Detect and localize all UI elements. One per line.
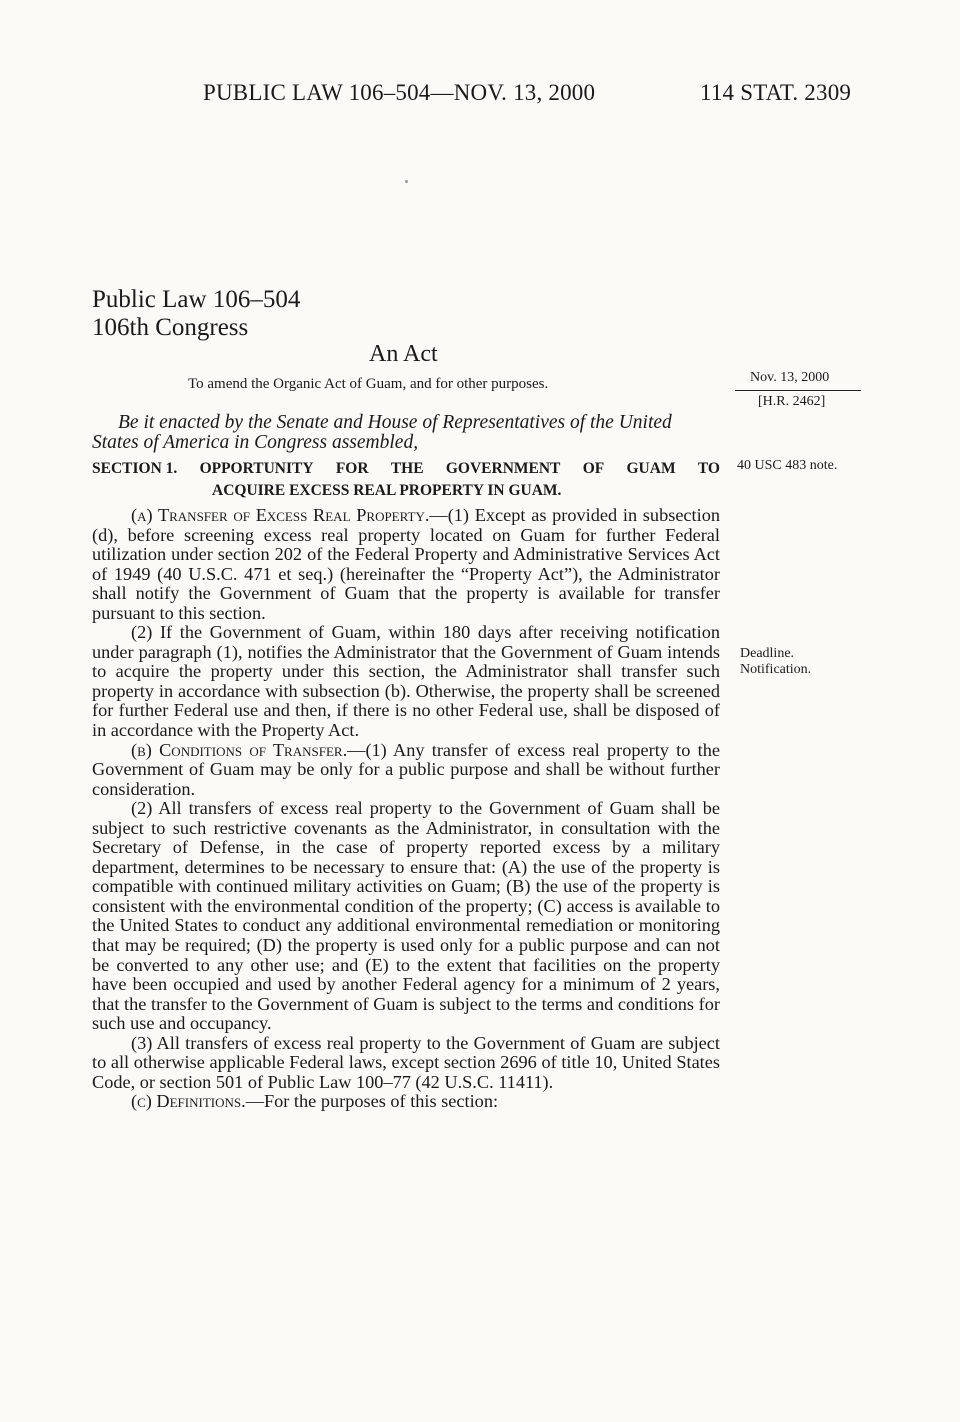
subsection-heading-a: (a) Transfer of Excess Real Property. <box>131 505 430 525</box>
paragraph-c <box>92 1092 720 1112</box>
paragraph-c-text: —For the purposes of this section: <box>245 1091 499 1112</box>
subsection-heading-c: (c) Definitions. <box>131 1091 246 1112</box>
margin-note-notification: Notification. <box>740 662 812 677</box>
section-heading-line1 <box>92 460 720 478</box>
section-heading-word: THE <box>390 460 424 477</box>
section-heading-word: TO <box>697 460 720 477</box>
section-heading-line2: ACQUIRE EXCESS REAL PROPERTY IN GUAM. <box>212 482 562 499</box>
margin-note-rule <box>735 390 861 391</box>
running-header-citation: PUBLIC LAW 106–504—NOV. 13, 2000 <box>203 80 596 105</box>
act-purpose: To amend the Organic Act of Guam, and for other purposes. <box>188 376 549 392</box>
section-label: SECTION 1. <box>92 460 178 477</box>
running-header-stat-page: 114 STAT. 2309 <box>700 80 852 105</box>
subsection-heading-b: (b) Conditions of Transfer. <box>131 739 348 760</box>
section-heading-word: OF <box>582 460 605 477</box>
margin-note-bill: [H.R. 2462] <box>758 394 826 409</box>
margin-note-usc: 40 USC 483 note. <box>737 458 838 473</box>
paragraph-b1-text: —(1) Any transfer of excess real property to the Government of Guam may be only for a public purpose and shall be without further consideration. <box>92 739 720 799</box>
paragraph-b3: (3) All transfers of excess real property to the Government of Guam are subject to all otherwise applicable Federal laws, except section 2696 of title 10, United States Code, or section 501 of Public Law 100–77 (42 U.S.C. 11411). <box>92 1032 720 1092</box>
scan-speck <box>405 180 408 183</box>
paragraph-b1 <box>92 741 720 800</box>
section-heading-word: FOR <box>335 460 369 477</box>
paragraph-a1 <box>92 506 720 623</box>
act-heading: An Act <box>369 341 438 367</box>
law-number: Public Law 106–504 <box>92 286 301 313</box>
congress-number: 106th Congress <box>92 314 249 341</box>
paragraph-a2: (2) If the Government of Guam, within 180 days after receiving notification under paragraph (1), notifies the Administrator that the Government of Guam intends to acquire the property under this section, the Administrator shall transfer such property in accordance with subsection (b). Otherwise, the property shall be screened for further Federal use and then, if there is no other Federal use, shall be disposed of in accordance with the Property Act. <box>92 622 720 741</box>
paragraph-a1-text: —(1) Except as provided in subsection (d), before screening excess real property located on Guam for further Federal utilization under section 202 of the Federal Property and Administrative Services Act of 1949 (40 U.S.C. 471 et seq.) (hereinafter the “Property Act”), the Administrator shall notify the Government of Guam that the property is available for transfer pursuant to this section. <box>92 505 720 623</box>
section-heading-word: GUAM <box>626 460 676 477</box>
section-heading-word: GOVERNMENT <box>445 460 561 477</box>
margin-note-date: Nov. 13, 2000 <box>750 370 830 385</box>
enacting-clause: Be it enacted by the Senate and House of Representatives of the United States of America in Congress assembled, <box>92 412 672 453</box>
paragraph-b2: (2) All transfers of excess real property to the Government of Guam shall be subject to such restrictive covenants as the Administrator, in consultation with the Secretary of Defense, in the case of property reported excess by a military department, determines to be necessary to ensure that: (A) the use of the property is compatible with continued military activities on Guam; (B) the use of the property is consistent with the environmental condition of the property; (C) access is available to the United States to conduct any additional environmental remediation or monitoring that may be required; (D) the property is used only for a public purpose and can not be converted to any other use; and (E) to the extent that facilities on the property have been occupied and used by another Federal agency for a minimum of 2 years, that the transfer to the Government of Guam is subject to the terms and conditions for such use and occupancy. <box>92 798 720 1034</box>
section-body <box>92 506 720 1112</box>
margin-note-deadline: Deadline. <box>740 646 795 661</box>
section-heading-word: OPPORTUNITY <box>199 460 314 477</box>
